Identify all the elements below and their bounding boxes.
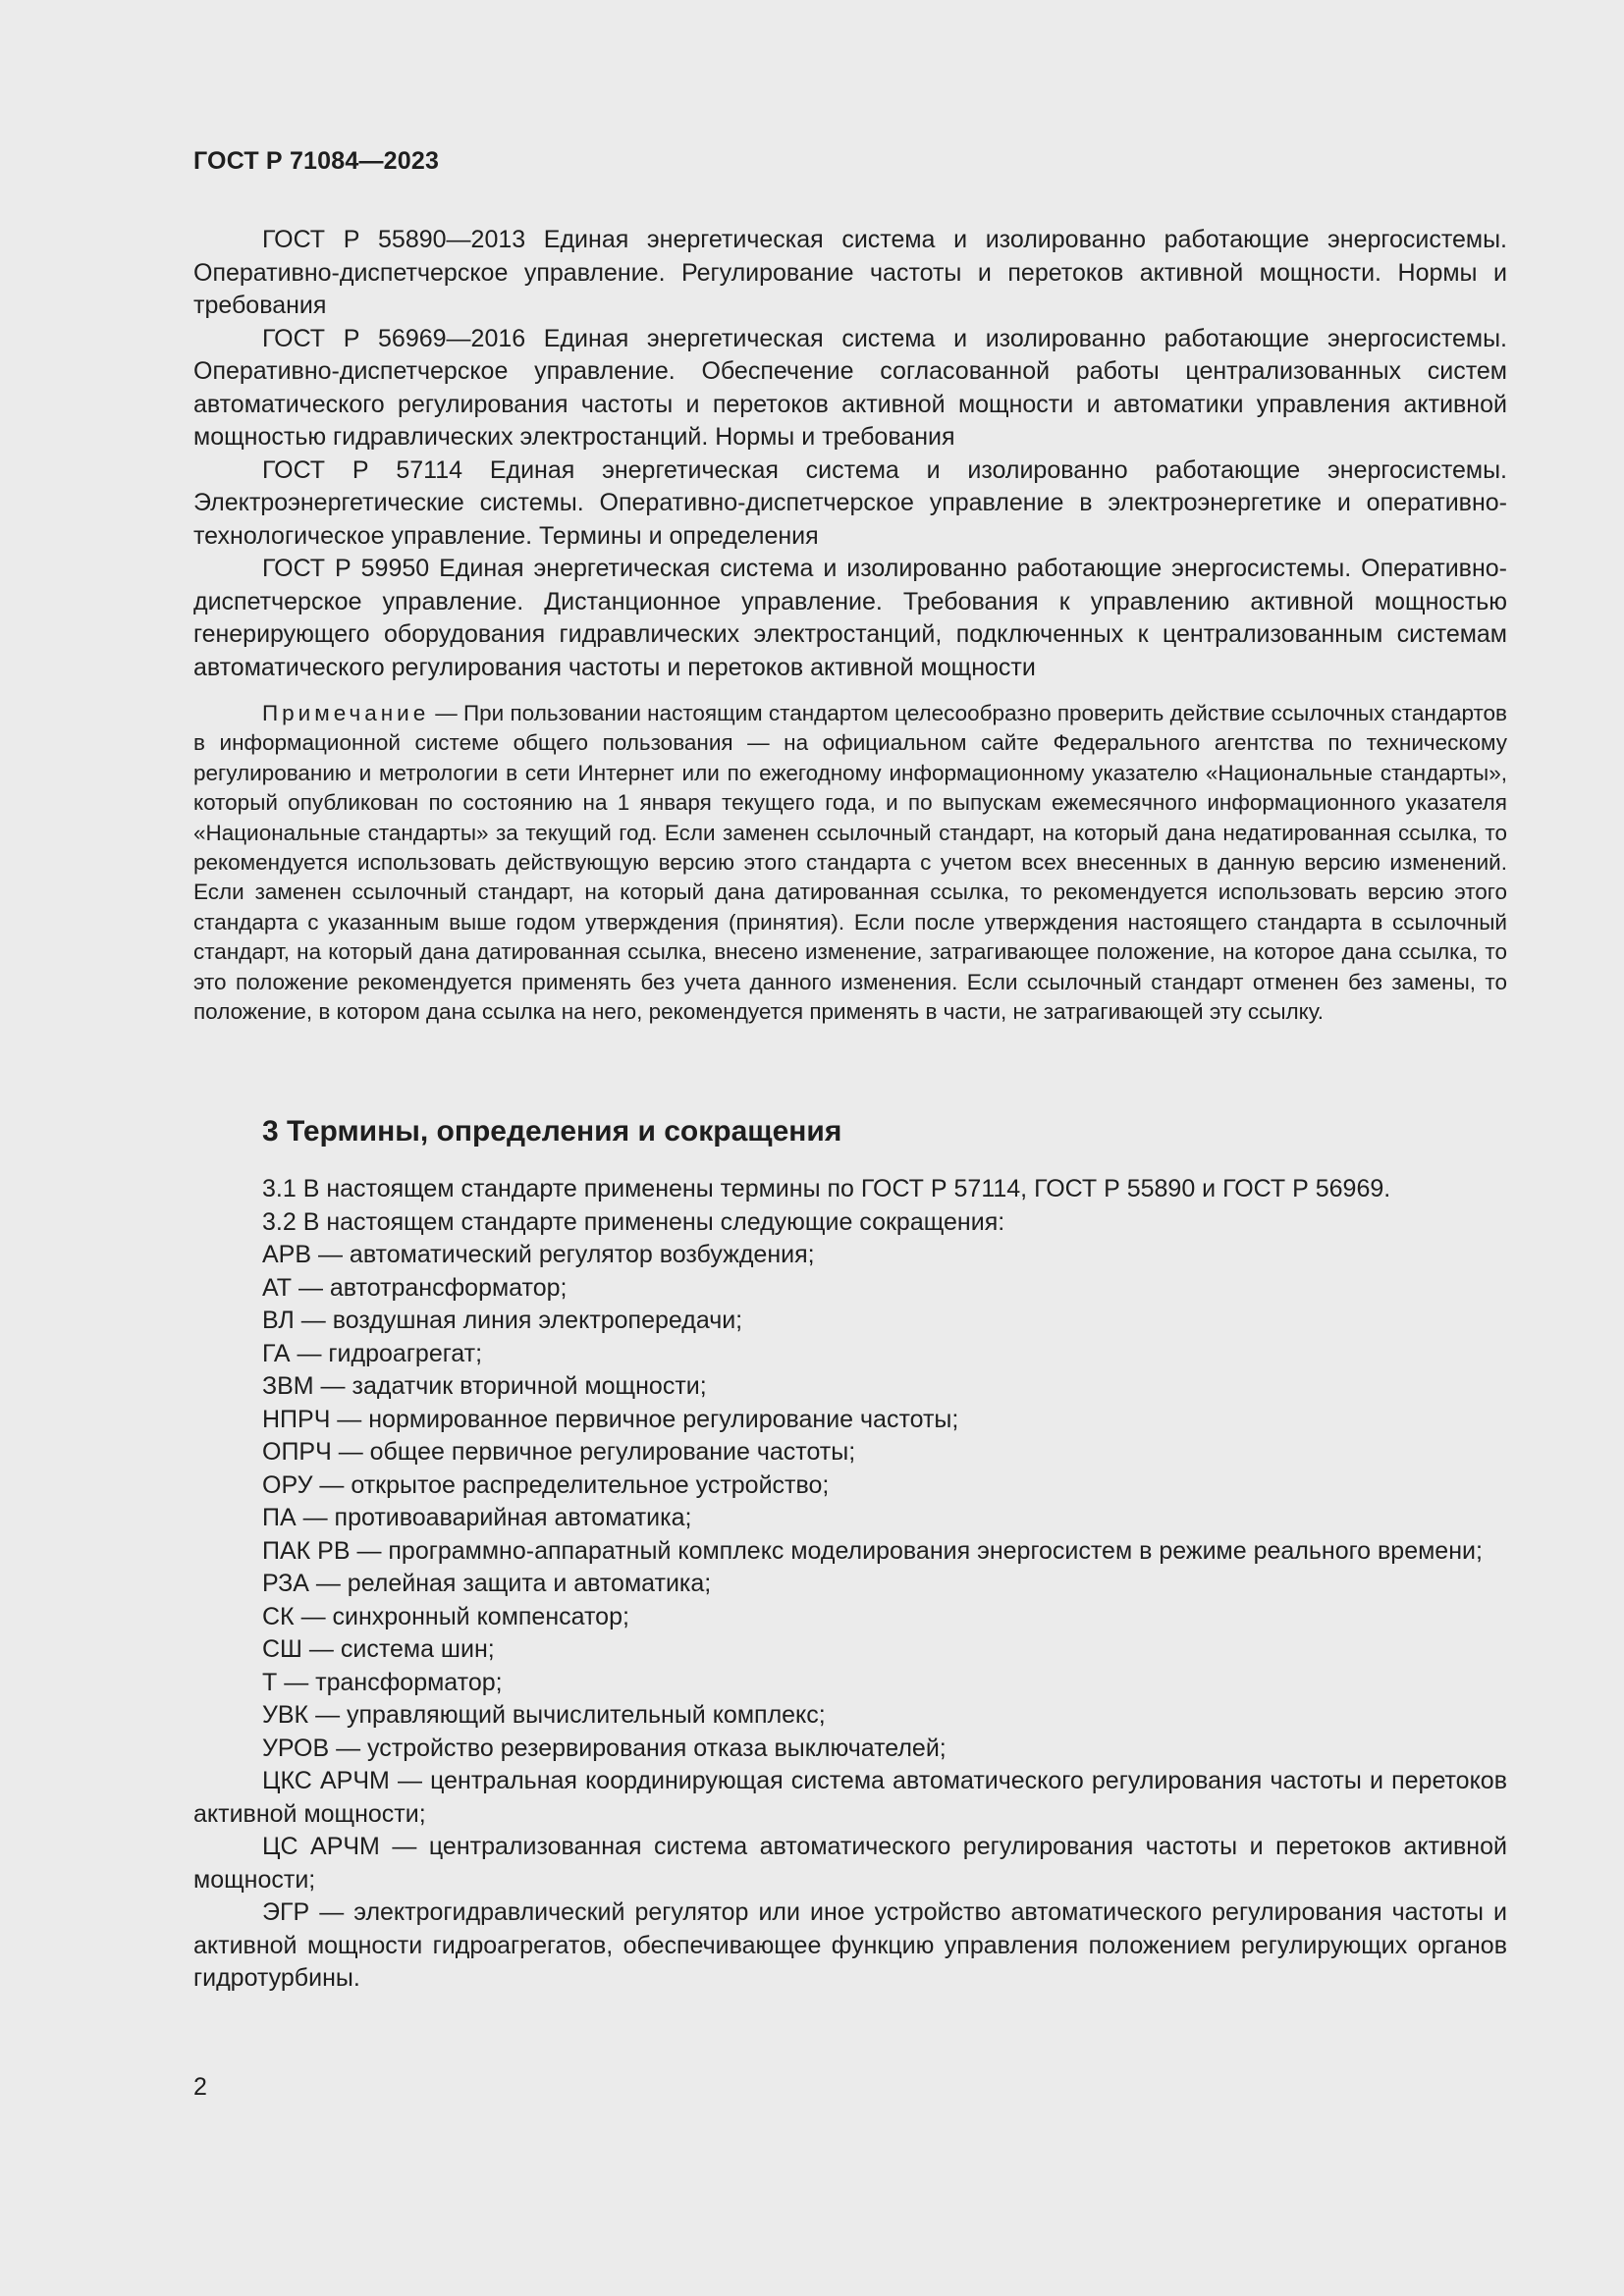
- reference-entry: ГОСТ Р 56969—2016 Единая энергетическая система и изолированно работающие энергосистемы. Оперативно-диспетчерское управление. Обеспечение согласованной работы централизованных систем автоматического регулирования частоты и перетоков активной мощности и автоматики управления активной мощностью гидравлических электростанций. Нормы и требования: [193, 324, 1507, 451]
- normative-references: [193, 224, 1507, 684]
- reference-entry: ГОСТ Р 55890—2013 Единая энергетическая система и изолированно работающие энергосистемы. Оперативно-диспетчерское управление. Регулирование частоты и перетоков активной мощности. Нормы и требования: [193, 226, 1507, 319]
- list-item: СШ — система шин;: [262, 1635, 495, 1663]
- list-item: НПРЧ — нормированное первичное регулирование частоты;: [262, 1405, 959, 1433]
- section-3-body: [193, 1173, 1507, 1996]
- list-item: АРВ — автоматический регулятор возбуждения;: [262, 1241, 815, 1268]
- clause-3-1: 3.1 В настоящем стандарте применены термины по ГОСТ Р 57114, ГОСТ Р 55890 и ГОСТ Р 56969.: [262, 1175, 1391, 1202]
- document-page: [193, 0, 1507, 2296]
- reference-entry: ГОСТ Р 59950 Единая энергетическая система и изолированно работающие энергосистемы. Оперативно-диспетчерское управление. Дистанционное управление. Требования к управлению активной мощностью генерирующего оборудования гидравлических электростанций, подключенных к централизованным системам автоматического регулирования частоты и перетоков активной мощности: [193, 555, 1507, 681]
- clause-3-2: 3.2 В настоящем стандарте применены следующие сокращения:: [262, 1207, 1005, 1236]
- list-item: АТ — автотрансформатор;: [262, 1273, 568, 1302]
- note-text: — При пользовании настоящим стандартом целесообразно проверить действие ссылочных стандартов в информационной системе общего пользования — на официальном сайте Федерального агентства по техническому регулированию и метрологии в сети Интернет или по ежегодному информационному указателю «Национальные стандарты», который опубликован по состоянию на 1 января текущего года, и по выпускам ежемесячного информационного указателя «Национальные стандарты» за текущий год. Если заменен ссылочный стандарт, на который дана недатированная ссылка, то рекомендуется использовать действующую версию этого стандарта с учетом всех внесенных в данную версию изменений. Если заменен ссылочный стандарт, на который дана датированная ссылка, то рекомендуется использовать версию этого стандарта с указанным выше годом утверждения (принятия). Если после утверждения настоящего стандарта в ссылочный стандарт, на который дана датированная ссылка, внесено изменение, затрагивающее положение, на которое дана ссылка, то это положение рекомендуется применять без учета данного изменения. Если ссылочный стандарт отменен без замены, то положение, в котором дана ссылка на него, рекомендуется применять в части, не затрагивающей эту ссылку.: [193, 701, 1507, 1025]
- list-item: Т — трансформатор;: [262, 1668, 503, 1696]
- section-title: 3 Термины, определения и сокращения: [262, 1115, 842, 1148]
- list-item: ЗВМ — задатчик вторичной мощности;: [262, 1372, 707, 1400]
- list-item: ОРУ — открытое распределительное устройство;: [262, 1470, 830, 1499]
- list-item: ЦС АРЧМ — централизованная система автоматического регулирования частоты и перетоков активной мощности;: [193, 1833, 1507, 1894]
- list-item: ПАК РВ — программно-аппаратный комплекс моделирования энергосистем в режиме реального времени;: [262, 1536, 1483, 1565]
- list-item: ЭГР — электрогидравлический регулятор или иное устройство автоматического регулирования частоты и активной мощности гидроагрегатов, обеспечивающее функцию управления положением регулирующих органов гидротурбины.: [193, 1898, 1507, 1992]
- page-number: 2: [193, 2073, 207, 2101]
- list-item: ГА — гидроагрегат;: [262, 1339, 483, 1367]
- note-block: [193, 699, 1507, 1027]
- list-item: ОПРЧ — общее первичное регулирование частоты;: [262, 1438, 856, 1466]
- list-item: ЦКС АРЧМ — центральная координирующая система автоматического регулирования частоты и перетоков активной мощности;: [193, 1767, 1507, 1828]
- running-header: ГОСТ Р 71084—2023: [193, 147, 440, 175]
- list-item: УВК — управляющий вычислительный комплекс;: [262, 1701, 826, 1729]
- list-item: УРОВ — устройство резервирования отказа выключателей;: [262, 1734, 947, 1762]
- abbreviation-list: [193, 1239, 1507, 1996]
- list-item: ВЛ — воздушная линия электропередачи;: [262, 1307, 743, 1334]
- list-item: РЗА — релейная защита и автоматика;: [262, 1570, 712, 1597]
- reference-entry: ГОСТ Р 57114 Единая энергетическая система и изолированно работающие энергосистемы. Электроэнергетические системы. Оперативно-диспетчерское управление в электроэнергетике и оперативно-технологическое управление. Термины и определения: [193, 455, 1507, 550]
- list-item: СК — синхронный компенсатор;: [262, 1602, 629, 1630]
- list-item: ПА — противоаварийная автоматика;: [262, 1504, 692, 1531]
- note-label: Примечание: [262, 701, 430, 725]
